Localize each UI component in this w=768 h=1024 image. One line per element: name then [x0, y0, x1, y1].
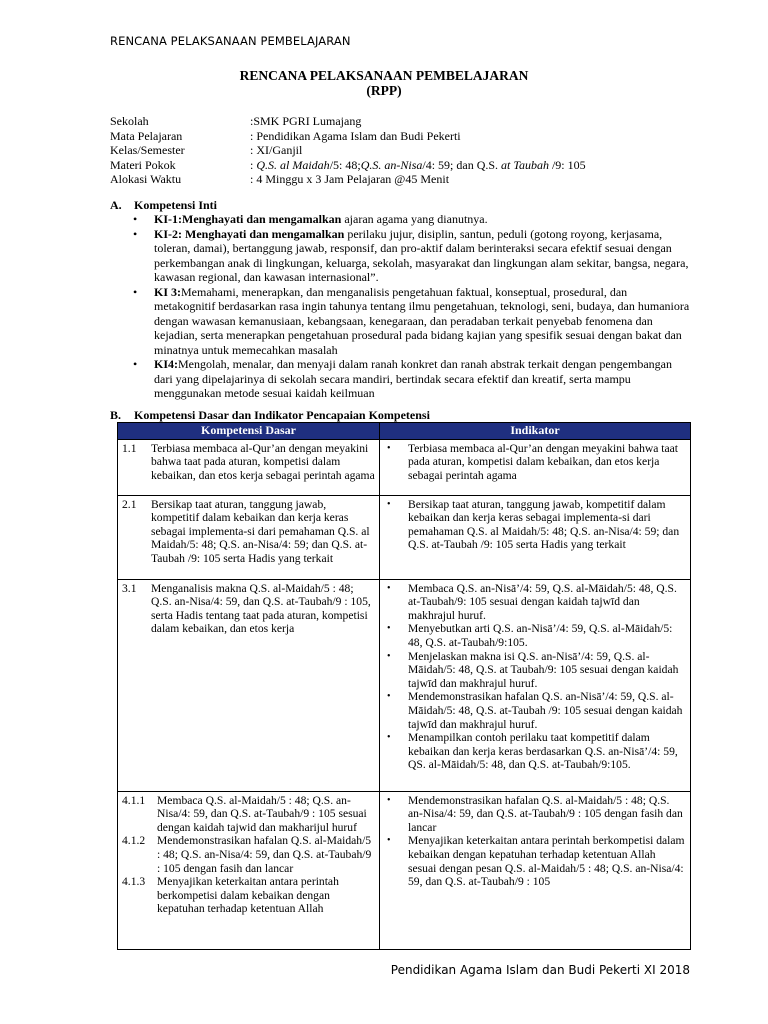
section-title: Kompetensi Dasar dan Indikator Pencapaian Kompetensi: [134, 408, 430, 422]
indicator-text: Menyajikan keterkaitan antara perintah berkompetisi dalam kebaikan dengan kepatuhan terhadap ketentuan Allah sesuai dengan pesan Q.S. al-Maidah/5 : 48; Q.S. an-Nisa/4: 59, dan Q.S. at-Taubah/9 : 105: [408, 834, 685, 889]
indicator-text: Mendemonstrasikan hafalan Q.S. al-Maidah/5 : 48; Q.S. an-Nisa/4: 59, dan Q.S. at-Taubah/9 : 105 dengan fasih dan lancar: [408, 793, 683, 834]
bullet-icon: •: [387, 691, 391, 703]
kd-number: 4.1.3: [122, 875, 146, 889]
column-header-kd: Kompetensi Dasar: [118, 423, 380, 440]
kd-text: Mendemonstrasikan hafalan Q.S. al-Maidah/5 : 48; Q.S. an-Nisa/4: 59, dan Q.S. at-Taubah/9 : 105 dengan fasih dan lancar: [157, 834, 372, 875]
bullet-icon: •: [387, 582, 391, 594]
kd-text: Terbiasa membaca al-Qur’an dengan meyakini bahwa taat pada aturan, kompetisi dalam kebaikan, dan etos kerja sebagai perintah agama: [151, 441, 375, 482]
column-header-indikator: Indikator: [380, 423, 691, 440]
ki-text: perilaku jujur, disiplin, santun, peduli (gotong royong, kerjasama, toleran, damai), bertanggung jawab, responsif, dan pro-aktif dalam berinteraksi secara efektif sesuai dengan perkembangan anak di lingkungan, keluarga, sekolah, masyarakat dan lingkungan alam sekitar, bangsa, negara, kawasan regional, dan kawasan internasional”.: [154, 226, 689, 284]
indicator-item: [384, 498, 686, 552]
ki-item: [130, 285, 690, 358]
meta-row-sekolah: [110, 114, 586, 129]
ki-text: ajaran agama yang dianutnya.: [341, 212, 488, 226]
meta-row-alokasi: [110, 172, 586, 187]
table-row: [118, 495, 691, 579]
kd-number: 3.1: [122, 581, 137, 595]
bullet-icon: •: [133, 226, 138, 241]
kd-cell: [118, 791, 380, 949]
kd-indicator-table: [117, 422, 691, 950]
indicator-item: [384, 834, 686, 888]
indicator-item: [384, 794, 686, 835]
bullet-icon: •: [133, 212, 138, 226]
meta-value-materi: : Q.S. al Maidah/5: 48;Q.S. an-Nisa/4: 59; dan Q.S. at Taubah /9: 105: [250, 157, 586, 172]
meta-value: :SMK PGRI Lumajang: [250, 114, 362, 128]
meta-value: : 4 Minggu x 3 Jam Pelajaran @45 Menit: [250, 172, 450, 186]
bullet-icon: •: [387, 732, 391, 744]
indicator-text: Bersikap taat aturan, tanggung jawab, kompetitif dalam kebaikan dan kerja keras sebagai implementa-si dari pemahaman Q.S. al Maidah/5: 48; Q.S. an-Nisa/4: 59; dan Q.S. at-Taubah /9: 105 serta Hadis yang terkait: [408, 497, 680, 552]
indicator-cell: [380, 791, 691, 949]
indicator-cell: [380, 439, 691, 495]
section-number: B.: [110, 408, 122, 422]
kd-text: Bersikap taat aturan, tanggung jawab, kompetitif dalam kebaikan dan kerja keras sebagai implementa-si dari pemahaman Q.S. al Maidah/5: 48; Q.S. an-Nisa/4: 59; dan Q.S. at-Taubah /9: 105 serta Hadis yang terkait: [151, 497, 370, 565]
section-b-heading: [110, 408, 430, 423]
indicator-cell: [380, 579, 691, 791]
bullet-icon: •: [387, 835, 391, 847]
indicator-item: [384, 582, 686, 623]
page-footer: Pendidikan Agama Islam dan Budi Pekerti XI 2018: [390, 963, 690, 977]
section-a-heading: [110, 198, 217, 213]
kd-number: 4.1.2: [122, 834, 146, 848]
indicator-item: [384, 650, 686, 691]
kd-text: Menyajikan keterkaitan antara perintah berkompetisi dalam kebaikan dengan kepatuhan terhadap ketentuan Allah: [157, 875, 339, 916]
bullet-icon: •: [387, 650, 391, 662]
kd-cell: [118, 495, 380, 579]
table-row: [118, 791, 691, 949]
bullet-icon: •: [133, 284, 138, 299]
identity-block: [110, 114, 586, 187]
bullet-icon: •: [387, 442, 391, 454]
meta-row-kelas: [110, 143, 586, 158]
kd-cell: [118, 579, 380, 791]
kd-number: 1.1: [122, 441, 137, 455]
section-title: Kompetensi Inti: [134, 198, 218, 212]
indicator-item: [384, 731, 686, 772]
ki-item: [130, 227, 690, 285]
ki-label: KI 3:: [154, 284, 181, 299]
document-title: [0, 68, 768, 98]
indicator-text: Mendemonstrasikan hafalan Q.S. an-Nisā’/4: 59, Q.S. al-Māidah/5: 48, Q.S. at-Taubah /9: 105 sesuai dengan kaidah tajwīd dan makhrajul huruf.: [408, 690, 683, 731]
kd-number: 2.1: [122, 497, 137, 511]
meta-key: Mata Pelajaran: [110, 128, 183, 143]
indicator-text: Menjelaskan makna isi Q.S. an-Nisā’/4: 59, Q.S. al-Māidah/5: 48, Q.S. at Taubah/9: 105 sesuai dengan kaidah tajwīd dan makhrajul huruf.: [408, 649, 679, 690]
bullet-icon: •: [387, 623, 391, 635]
meta-value: : Pendidikan Agama Islam dan Budi Pekerti: [250, 128, 461, 143]
kd-number: 4.1.1: [122, 793, 146, 807]
meta-key: Sekolah: [110, 114, 149, 128]
indicator-text: Menyebutkan arti Q.S. an-Nisā’/4: 59, Q.S. al-Māidah/5: 48, Q.S. at-Taubah/9:105.: [408, 622, 673, 649]
ki-text: Memahami, menerapkan, dan menganalisis pengetahuan faktual, konseptual, prosedural, dan metakognitif berdasarkan rasa ingin tahunya tentang ilmu pengetahuan, teknologi, seni, budaya, dan humaniora dengan wawasan kemanusiaan, kebangsaan, kenegaraan, dan peradaban terkait penyebab fenomena dan kejadian, serta menerapkan pengetahuan prosedural pada bidang kajian yang spesifik sesuai dengan bakat dan minatnya untuk memecahkan masalah: [154, 284, 690, 357]
bullet-icon: •: [387, 794, 391, 806]
indicator-text: Menampilkan contoh perilaku taat kompetitif dalam kebaikan dan kerja keras berdasarkan Q.S. an-Nisā’/4: 59, QS. al-Māidah/5: 48, dan Q.S. at-Taubah/9:105.: [408, 731, 678, 772]
table-row: [118, 579, 691, 791]
title-line-1: RENCANA PELAKSANAAN PEMBELAJARAN: [239, 68, 529, 83]
kd-cell: [118, 439, 380, 495]
meta-key: Kelas/Semester: [110, 143, 185, 157]
table-header-row: [118, 423, 691, 440]
indicator-text: Terbiasa membaca al-Qur’an dengan meyakini bahwa taat pada aturan, kompetisi dalam kebaikan, dan etos kerja sebagai perintah agama: [408, 441, 679, 482]
ki-label: KI-1:Menghayati dan mengamalkan: [154, 212, 342, 226]
ki-label: KI-2: Menghayati dan mengamalkan: [154, 226, 345, 241]
ki-item: [130, 212, 690, 227]
title-line-2: (RPP): [366, 83, 402, 98]
meta-row-materi: [110, 158, 586, 173]
ki-list: [130, 212, 690, 401]
ki-label: KI4:: [154, 357, 178, 371]
page-header: RENCANA PELAKSANAAN PEMBELAJARAN: [110, 34, 351, 48]
table-row: [118, 439, 691, 495]
meta-row-mapel: [110, 129, 586, 144]
indicator-item: [384, 442, 686, 483]
ki-text: Mengolah, menalar, dan menyaji dalam ranah konkret dan ranah abstrak terkait dengan pengembangan dari yang dipelajarinya di sekolah secara mandiri, bertindak secara efektif dan kreatif, serta mampu menggunakan metode sesuai kaidah keilmuan: [154, 357, 672, 400]
kd-text: Menganalisis makna Q.S. al-Maidah/5 : 48; Q.S. an-Nisa/4: 59, dan Q.S. at-Taubah/9 : 105, serta Hadis tentang taat pada aturan, kompetisi dalam kebaikan, dan etos kerja: [151, 581, 371, 636]
meta-key: Alokasi Waktu: [110, 172, 182, 186]
bullet-icon: •: [387, 498, 391, 510]
bullet-icon: •: [133, 357, 138, 371]
ki-item: [130, 357, 690, 401]
section-number: A.: [110, 198, 122, 212]
indicator-text: Membaca Q.S. an-Nisā’/4: 59, Q.S. al-Māidah/5: 48, Q.S. at-Taubah/9: 105 sesuai dengan kaidah tajwīd dan makhrajul huruf.: [408, 581, 677, 622]
indicator-item: [384, 622, 686, 649]
indicator-cell: [380, 495, 691, 579]
kd-text: Membaca Q.S. al-Maidah/5 : 48; Q.S. an-Nisa/4: 59, dan Q.S. at-Taubah/9 : 105 sesuai dengan kaidah tajwid dan makharijul huruf: [157, 793, 367, 834]
indicator-item: [384, 690, 686, 731]
meta-key: Materi Pokok: [110, 157, 176, 172]
meta-value: : XI/Ganjil: [250, 143, 303, 157]
